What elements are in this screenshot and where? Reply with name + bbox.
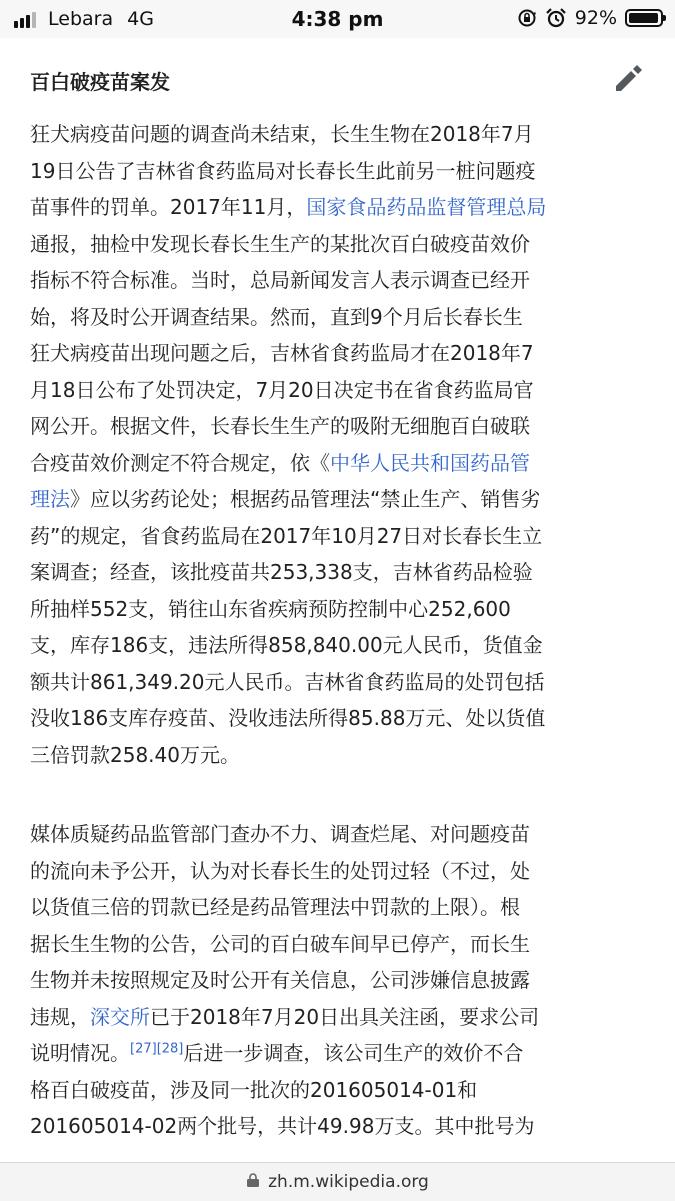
text-line: 媒体质疑药品监管部门查办不力、调查烂尾、对问题疫苗 [30, 822, 530, 846]
url-bar[interactable] [0, 1162, 675, 1201]
article-content[interactable] [0, 38, 675, 1162]
section-heading[interactable]: 百白破疫苗案发 [30, 70, 170, 94]
text-run: 合疫苗效价测定不符合规定，依《 [30, 450, 330, 475]
text-line: 生物并未按照规定及时公开有关信息，公司涉嫌信息披露 [30, 968, 530, 992]
text-run: 说明情况。 [30, 1041, 130, 1065]
text-line: 狂犬病疫苗出现问题之后，吉林省食药监局才在2018年7 [30, 341, 534, 365]
text-line: 三倍罚款258.40万元。 [30, 742, 240, 767]
carrier-name: Lebara [48, 8, 114, 30]
text-line: 据长生生物的公告，公司的百白破车间早已停产，而长生 [30, 931, 530, 956]
text-run: 后进一步调查，该公司生产的效价不合 [183, 1041, 524, 1065]
text-line: 没收186支库存疫苗、没收违法所得85.88万元、处以货值 [30, 706, 546, 730]
text-line [30, 999, 650, 1036]
battery-fill [629, 13, 658, 23]
battery-percentage: 92% [574, 7, 617, 29]
text-run: 违规， [30, 1004, 90, 1029]
text-line: 额共计861,349.20元人民币。吉林省食药监局的处罚包括 [30, 669, 545, 694]
text-line: 通报，抽检中发现长春长生生产的某批次百白破疫苗效价 [30, 231, 530, 256]
status-bar [0, 0, 675, 38]
text-line [30, 481, 650, 518]
link-szse[interactable]: 深交所 [90, 1004, 150, 1029]
text-line [30, 1035, 650, 1072]
rotation-lock-icon [517, 8, 537, 28]
text-line: 19日公告了吉林省食药监局对长春长生此前另一桩问题疫 [30, 158, 536, 183]
text-run: 苗事件的罚单。2017年11月， [30, 195, 307, 219]
battery-icon [625, 9, 663, 27]
text-line: 指标不符合标准。当时，总局新闻发言人表示调查已经开 [30, 268, 530, 292]
link-drug-admin-law[interactable]: 中华人民共和国药品管 [330, 450, 530, 475]
text-line: 狂犬病疫苗问题的调查尚未结束，长生生物在2018年7月 [30, 122, 534, 146]
reference-28[interactable]: [28] [156, 1041, 184, 1057]
link-drug-admin-law-cont[interactable]: 理法 [30, 487, 70, 511]
text-line: 以货值三倍的罚款已经是药品管理法中罚款的上限）。根 [30, 895, 520, 919]
link-nmpa[interactable]: 国家食品药品监督管理总局 [306, 195, 547, 219]
text-run: 已于2018年7月20日出具关注函，要求公司 [150, 1004, 540, 1029]
text-line: 支，库存186支，违法所得858,840.00元人民币，货值金 [30, 633, 543, 657]
url-text[interactable]: zh.m.wikipedia.org [268, 1172, 429, 1192]
text-line [30, 445, 650, 482]
text-line: 201605014-02两个批号，共计49.98万支。其中批号为 [30, 1114, 535, 1138]
pencil-icon[interactable] [610, 60, 646, 96]
text-line: 网公开。根据文件，长春长生生产的吸附无细胞百白破联 [30, 414, 530, 438]
text-line: 月18日公布了处罚决定，7月20日决定书在省食药监局官 [30, 377, 534, 402]
lock-icon [246, 1172, 260, 1192]
paragraph-2 [30, 816, 650, 1145]
text-line: 的流向未予公开，认为对长春长生的处罚过轻（不过，处 [30, 858, 530, 883]
network-type: 4G [127, 8, 154, 30]
status-right [517, 7, 663, 29]
alarm-icon [545, 7, 567, 29]
reference-27[interactable]: [27] [130, 1041, 157, 1057]
paragraph-1 [30, 116, 650, 773]
text-line: 所抽样552支，销往山东省疾病预防控制中心252,600 [30, 596, 511, 621]
text-run: 》应以劣药论处；根据药品管理法“禁止生产、销售劣 [70, 487, 541, 511]
text-line: 始，将及时公开调查结果。然而，直到9个月后长春长生 [30, 304, 523, 329]
text-line: 格百白破疫苗，涉及同一批次的201605014-01和 [30, 1077, 478, 1102]
text-line: 案调查；经查，该批疫苗共253,338支，吉林省药品检验 [30, 560, 533, 584]
text-line: 药”的规定，省食药监局在2017年10月27日对长春长生立 [30, 523, 543, 548]
status-time: 4:38 pm [291, 7, 384, 31]
text-line [30, 189, 650, 226]
